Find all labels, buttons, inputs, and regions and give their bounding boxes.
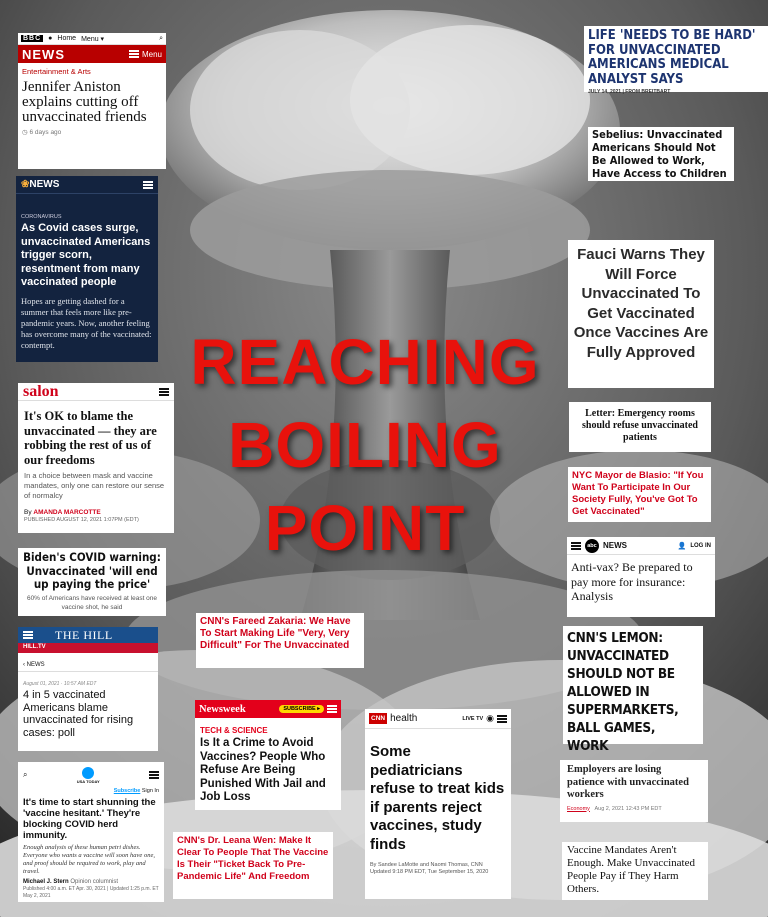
article-headline[interactable]: Anti-vax? Be prepared to pay more for insurance: Analysis (571, 560, 693, 603)
updated-date: Updated 9:18 PM EDT, Tue September 15, 2020 (370, 869, 489, 875)
breitbart-article-card[interactable] (584, 26, 768, 95)
byline-prefix: By (24, 509, 32, 516)
published-date: PUBLISHED AUGUST 12, 2021 1:07PM (EDT) (24, 517, 139, 523)
usatoday-logo[interactable]: USA TODAY (76, 778, 100, 784)
log-in-link[interactable]: LOG IN (690, 542, 711, 549)
overlay-line-3: POINT (264, 492, 466, 564)
search-icon[interactable]: ⌕ (159, 34, 163, 42)
article-date: Aug 2, 2021 12:43 PM EDT (594, 805, 662, 812)
article-headline[interactable]: It's OK to blame the unvaccinated — they are robbing the rest of us of our freedoms (24, 409, 157, 467)
deblasio-article-card[interactable] (568, 467, 711, 522)
article-headline[interactable]: Biden's COVID warning: Unvaccinated 'will end up paying the price' (23, 550, 161, 591)
menu-button[interactable]: Menu (141, 49, 162, 59)
bbc-article-card[interactable] (18, 33, 166, 169)
article-headline[interactable]: Employers are losing patience with unvaccinated workers (567, 764, 689, 800)
live-tv-link[interactable]: LIVE TV (462, 715, 484, 722)
hamburger-icon[interactable] (149, 771, 159, 779)
byline: By Sandee LaMotte and Naomi Thomas, CNN (370, 862, 483, 868)
article-headline[interactable]: CNN's Dr. Leana Wen: Make It Clear To People That The Vaccine Is Their "Ticket Back To Pre-Pandemic Life" And Freedom (177, 835, 329, 882)
author-link[interactable]: AMANDA MARCOTTE (33, 509, 101, 516)
cnn-health-article-card[interactable] (365, 709, 511, 899)
article-headline[interactable]: LIFE 'NEEDS TO BE HARD' FOR UNVACCINATED AMERICANS MEDICAL ANALYST SAYS (588, 28, 756, 87)
kicker: CORONAVIRUS (21, 214, 62, 220)
subscribe-link[interactable]: Subscribe (113, 788, 141, 794)
thehill-article-card[interactable] (18, 627, 158, 751)
mandates-article-card[interactable] (562, 842, 708, 900)
cnn-logo[interactable]: CNN (371, 715, 386, 722)
article-headline[interactable]: As Covid cases surge, unvaccinated Americans trigger scorn, resentment from many vaccinated people (21, 222, 151, 288)
hamburger-icon[interactable] (159, 388, 169, 396)
article-dek: In a choice between mask and vaccine mandates, only one can restore our sense of normalcy (24, 471, 165, 500)
article-headline[interactable]: Jennifer Aniston explains cutting off unvaccinated friends (22, 79, 147, 125)
article-headline[interactable]: NYC Mayor de Blasio: "If You Want To Participate In Our Society Fully, You've Got To Get Vaccinated" (572, 470, 704, 517)
hilltv-bar[interactable]: HILL.TV (18, 643, 158, 653)
article-dek: Hopes are getting dashed for a summer that feels more like pre-pandemic years. Now, another feeling has overcome many of the vaccinated: contempt. (21, 295, 152, 350)
article-headline[interactable]: Some pediatricians refuse to treat kids if parents reject vaccines, study finds (370, 743, 505, 853)
clock-icon: ◷ (22, 129, 28, 136)
author-name[interactable]: Michael J. Stern (23, 879, 69, 885)
user-icon[interactable]: ● (48, 35, 53, 42)
abc-news-wordmark[interactable]: NEWS (603, 541, 627, 550)
article-headline[interactable]: CNN's Fareed Zakaria: We Have To Start Making Life "Very, Very Difficult" For The Unvaccinated (200, 616, 351, 651)
category-label[interactable]: Entertainment & Arts (22, 67, 91, 76)
article-date: August 01, 2021 · 10:57 AM EDT (23, 681, 97, 687)
nbc-article-card[interactable] (16, 176, 158, 362)
zakaria-article-card[interactable] (196, 613, 364, 668)
thehill-logo[interactable]: THE HILL (55, 627, 113, 642)
hamburger-icon[interactable] (23, 631, 33, 639)
article-dek: Enough analysis of these human petri dishes. Everyone who wants a vaccine will soon have one, and proof should be required to work, play and travel. (23, 844, 155, 875)
wen-article-card[interactable] (173, 832, 333, 899)
fauci-article-card[interactable] (568, 240, 714, 388)
author-role: Opinion columnist (70, 879, 119, 885)
peacock-icon: ❀ (21, 179, 30, 190)
bbc-logo[interactable]: BBC (23, 35, 42, 42)
article-headline[interactable]: Vaccine Mandates Aren't Enough. Make Unvaccinated People Pay if They Harm Others. (567, 844, 695, 895)
article-headline[interactable]: Fauci Warns They Will Force Unvaccinated To Get Vaccinated Once Vaccines Are Fully Approved (573, 246, 709, 361)
sign-in-link[interactable]: Sign In (141, 788, 159, 794)
search-icon[interactable]: ⌕ (23, 770, 28, 779)
back-arrow-icon[interactable]: ‹ (23, 662, 25, 668)
nbc-logo[interactable]: ❀NEWS (21, 179, 60, 190)
nav-menu-link[interactable]: Menu ▾ (81, 35, 105, 43)
article-headline[interactable]: It's time to start shunning the 'vaccine hesitant.' They're blocking COVID herd immunity. (23, 797, 156, 841)
letter-article-card[interactable] (569, 402, 711, 452)
back-news-link[interactable]: NEWS (26, 662, 45, 668)
overlay-line-2: BOILING (228, 409, 502, 481)
section-link[interactable]: Economy (567, 805, 590, 812)
timestamp: 6 days ago (29, 129, 62, 136)
newsweek-article-card[interactable] (195, 700, 341, 810)
newsweek-logo[interactable]: Newsweek (199, 703, 246, 715)
article-meta: JULY 14, 2021 | FROM BREITBART (588, 89, 671, 95)
sebelius-article-card[interactable] (588, 127, 734, 181)
article-headline[interactable]: CNN'S LEMON: UNVACCINATED SHOULD NOT BE ALLOWED IN SUPERMARKETS, BALL GAMES, WORK (567, 630, 679, 754)
hamburger-icon[interactable] (129, 50, 139, 58)
overlay-line-1: REACHING (190, 326, 540, 398)
bbc-news-logo[interactable]: NEWS (22, 46, 65, 62)
subscribe-button[interactable]: SUBSCRIBE ▸ (279, 705, 324, 713)
abc-article-card[interactable] (567, 537, 715, 617)
biden-article-card[interactable] (18, 548, 166, 616)
article-headline[interactable]: 4 in 5 vaccinated Americans blame unvaccinated for rising cases: poll (23, 689, 134, 739)
usatoday-article-card[interactable] (18, 762, 164, 902)
hamburger-icon[interactable] (497, 715, 507, 723)
hamburger-icon[interactable] (327, 705, 337, 713)
health-section-logo[interactable]: health (390, 713, 418, 724)
abc-logo[interactable]: abc (585, 539, 599, 553)
section-label[interactable]: TECH & SCIENCE (200, 726, 268, 735)
nav-home-link[interactable]: Home (57, 35, 77, 42)
user-icon[interactable]: 👤 (677, 542, 687, 550)
salon-logo[interactable]: salon (23, 382, 59, 400)
employers-article-card[interactable] (560, 760, 708, 822)
article-dek: 60% of Americans have received at least one vaccine shot, he said (26, 594, 158, 611)
article-headline[interactable]: Is It a Crime to Avoid Vaccines? People Who Refuse Are Being Punished With Jail and Job Loss (200, 737, 326, 803)
article-headline[interactable]: Sebelius: Unvaccinated Americans Should Not Be Allowed to Work, Have Access to Children (592, 128, 727, 180)
hamburger-icon[interactable] (571, 542, 581, 550)
published-date: Published 4:00 a.m. ET Apr. 30, 2021 | Updated 1:25 p.m. ET May 2, 2021 (23, 886, 159, 899)
user-icon[interactable]: ◉ (486, 713, 494, 723)
article-headline[interactable]: Letter: Emergency rooms should refuse unvaccinated patients (582, 408, 698, 443)
salon-article-card[interactable] (18, 383, 174, 533)
hamburger-icon[interactable] (143, 181, 153, 189)
lemon-article-card[interactable] (563, 626, 703, 754)
usatoday-dot-logo[interactable] (82, 767, 94, 779)
